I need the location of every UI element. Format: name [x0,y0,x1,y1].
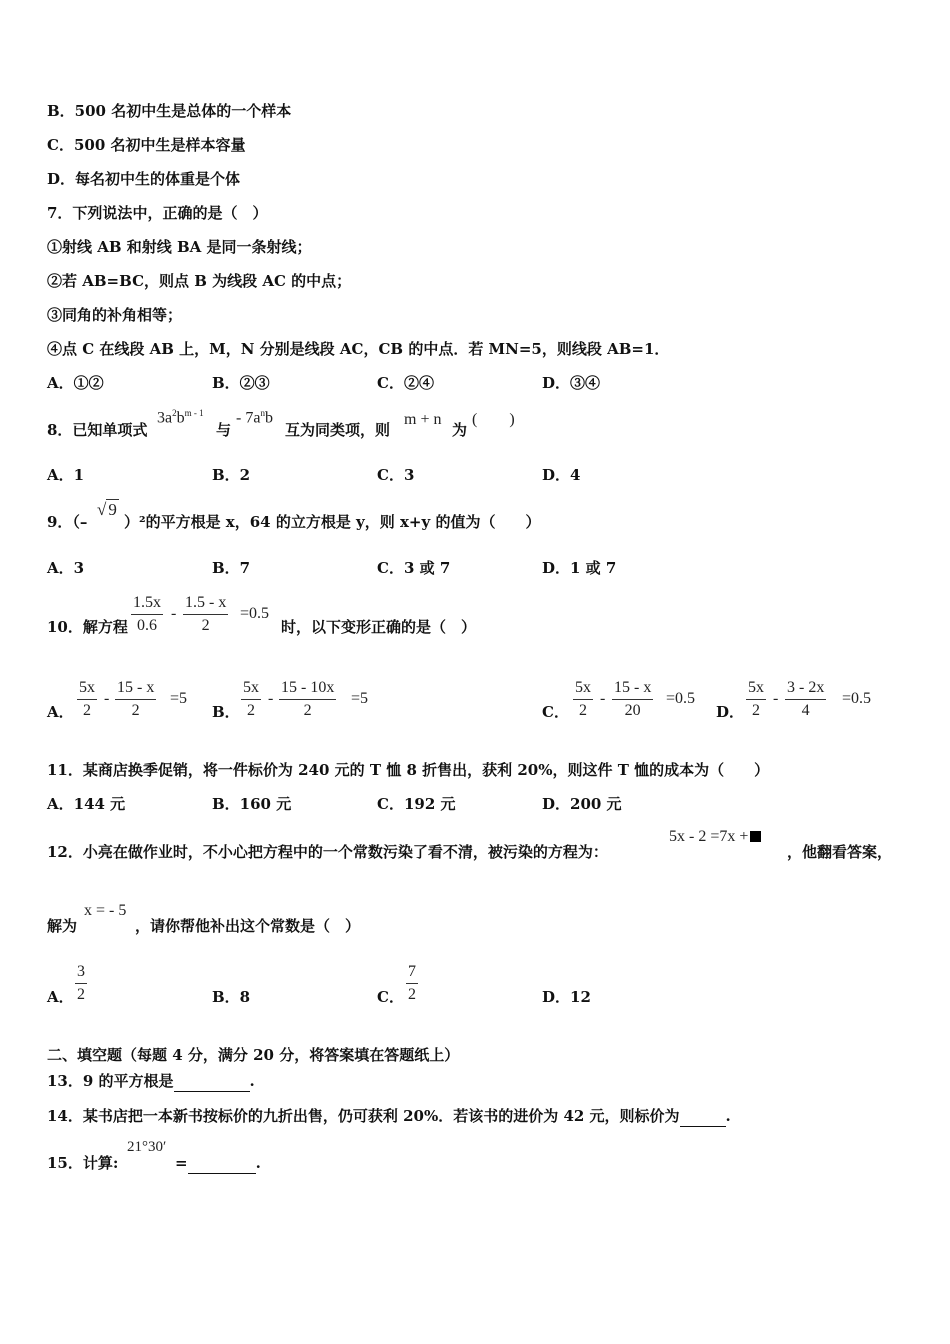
q10-option-a-fraction-2: $\frac{15 - x}{2}$ [117,679,155,719]
q10-option-b-minus: - [268,690,274,707]
q12-equation: 5x - 2 =7x + [669,828,761,846]
q15-prefix: 15．计算: [47,1154,119,1172]
q13-line: 13．9 的平方根是 . [47,1072,255,1090]
q7-option-b: B．②③ [212,374,270,392]
q13-answer-blank[interactable] [174,1071,250,1092]
q9-suffix: ）²的平方根是 x，64 的立方根是 y，则 x+y 的值为（ ） [124,513,541,531]
q10-option-c-fraction-2: $\frac{15 - x}{20}$ [614,679,652,719]
q7-statement-1: ①射线 AB 和射线 BA 是同一条射线； [47,238,312,256]
ink-blot-icon [750,831,761,842]
q11-option-b: B．160 元 [212,795,292,813]
q12-line-2-suffix: ，请你帮他补出这个常数是（ ） [135,917,361,935]
q12-option-d: D．12 [542,988,591,1006]
q9-option-d: D．1 或 7 [542,559,617,577]
q7-statement-3: ③同角的补角相等； [47,306,183,324]
q9-option-c: C．3 或 7 [377,559,451,577]
q12-option-c-fraction: $\frac{7}{2}$ [408,963,416,1003]
q12-option-a-label: A． [47,988,74,1006]
q7-statement-2: ②若 AB=BC，则点 B 为线段 AC 的中点； [47,272,352,290]
q12-line-2-prefix: 解为 [47,917,78,935]
q10-option-b-rhs: =5 [351,690,369,707]
q10-option-b-label: B． [212,703,240,721]
q12-line-1-end: ，他翻看答案， [787,843,893,861]
q10-rhs: =0.5 [240,605,270,622]
q10-option-a-rhs: =5 [170,690,188,707]
q11-stem: 11．某商店换季促销，将一件标价为 240 元的 T 恤 8 折售出，获利 20%，则这件 T 恤的成本为（ ） [47,761,770,779]
q10-option-c-fraction-1: $\frac{5x}{2}$ [575,679,591,719]
q8-option-a: A．1 [47,466,85,484]
q10-option-a-minus: - [104,690,110,707]
q7-option-c: C．②④ [377,374,434,392]
q10-option-a-fraction-1: $\frac{5x}{2}$ [79,679,95,719]
q10-option-d-rhs: =0.5 [842,690,872,707]
q8-expression: m + n [404,411,442,428]
q12-line-1: 12．小亮在做作业时，不小心把方程中的一个常数污染了看不清，被污染的方程为： [47,843,608,861]
q10-option-d-minus: - [773,690,779,707]
q7-statement-4: ④点 C 在线段 AB 上，M，N 分别是线段 AC，CB 的中点．若 MN=5，则线段 AB=1． [47,340,670,358]
q8-option-b: B．2 [212,466,251,484]
q10-fraction-1: $\frac{1.5x}{0.6}$ [133,594,161,634]
q12-option-a-fraction: $\frac{3}{2}$ [77,963,85,1003]
q11-option-a: A．144 元 [47,795,126,813]
q10-fraction-2: $\frac{1.5 - x}{2}$ [185,594,227,634]
section-2-heading: 二、填空题（每题 4 分，满分 20 分，将答案填在答题纸上） [47,1046,460,1064]
q12-option-b: B．8 [212,988,251,1006]
q10-option-b-fraction-2: $\frac{15 - 10x}{2}$ [281,679,335,719]
q8-option-c: C．3 [377,466,415,484]
q8-prefix: 8．已知单项式 [47,421,148,439]
q7-option-d: D．③④ [542,374,601,392]
q8-option-d: D．4 [542,466,581,484]
q10-option-d-fraction-1: $\frac{5x}{2}$ [748,679,764,719]
q9-option-b: B．7 [212,559,251,577]
q6-option-b: B．500 名初中生是总体的一个样本 [47,102,292,120]
q10-option-d-fraction-2: $\frac{3 - 2x}{4}$ [787,679,825,719]
q8-with: 与 [216,421,232,439]
q11-option-c: C．192 元 [377,795,456,813]
q8-monomial-2: - $7a^nb$ [236,408,273,427]
q10-option-c-minus: - [600,690,606,707]
q10-option-a-label: A． [47,703,74,721]
q10-suffix: 时，以下变形正确的是（ ） [281,618,477,636]
q10-option-c-rhs: =0.5 [666,690,696,707]
q9-option-a: A．3 [47,559,85,577]
q14-answer-blank[interactable] [680,1106,726,1127]
q15-answer-blank[interactable] [188,1153,256,1174]
sqrt-sign: √ [97,500,107,519]
q14-line: 14．某书店把一本新书按标价的九折出售，仍可获利 20%．若该书的进价为 42 元，则标价为 . [47,1107,731,1125]
q10-prefix: 10．解方程 [47,618,128,636]
q15-angle: 21°30′ [127,1139,167,1155]
q8-answer-paren: ( ) [472,411,515,428]
q12-solution: x = - 5 [84,902,127,919]
q6-option-c: C．500 名初中生是样本容量 [47,136,246,154]
q8-suffix: 为 [452,421,468,439]
sqrt-radicand: 9 [108,500,117,519]
q6-option-d: D．每名初中生的体重是个体 [47,170,241,188]
q8-monomial-1: $3a^2b^{m - 1}$ [157,408,204,427]
q12-option-c-label: C． [377,988,404,1006]
q10-minus: - [171,605,177,622]
q15-answer: = . [175,1154,261,1172]
q10-option-b-fraction-1: $\frac{5x}{2}$ [243,679,259,719]
q10-option-c-label: C． [542,703,569,721]
q10-option-d-label: D． [716,703,745,721]
q9-sqrt [97,500,119,520]
q7-stem: 7．下列说法中，正确的是（ ） [47,204,268,222]
q9-prefix: 9．（– [47,513,88,531]
q8-like-terms: 互为同类项，则 [285,421,391,439]
q7-option-a: A．①② [47,374,104,392]
q11-option-d: D．200 元 [542,795,622,813]
